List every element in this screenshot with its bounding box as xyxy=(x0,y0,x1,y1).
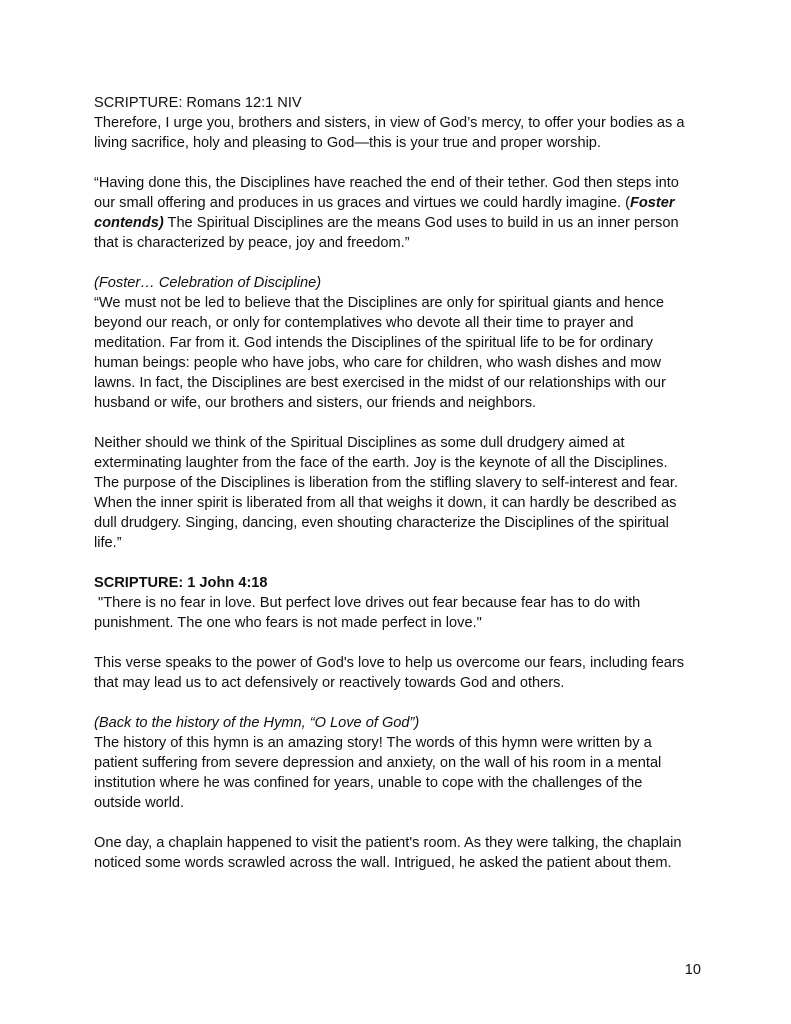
emphasis-text: Foster xyxy=(629,195,675,211)
paragraph-line: “We must not be led to believe that the Disciplines are only for spiritual giants and hence xyxy=(94,295,665,311)
paragraph-line: husband or wife, our brothers and sisters, our friends and neighbors. xyxy=(94,395,537,411)
paragraph-line: human beings: people who have jobs, who care for children, who wash dishes and mow xyxy=(94,355,662,371)
chaplain-paragraph xyxy=(94,833,714,873)
hymn-history-section xyxy=(94,713,714,813)
romans-scripture-heading: SCRIPTURE: Romans 12:1 NIV xyxy=(94,95,302,111)
text-run: The Spiritual Disciplines are the means God uses to build in us an inner person xyxy=(163,215,679,231)
paragraph-line: punishment. The one who fears is not made perfect in love." xyxy=(94,615,482,631)
john-scripture-block xyxy=(94,573,714,633)
paragraph-line: outside world. xyxy=(94,795,185,811)
paragraph-line: institution where he was confined for years, unable to cope with the challenges of the xyxy=(94,775,643,791)
paragraph-line: that may lead us to act defensively or reactively towards God and others. xyxy=(94,675,565,691)
paragraph-line: "There is no fear in love. But perfect love drives out fear because fear has to do with xyxy=(94,595,641,611)
emphasis-text: contends) xyxy=(94,215,164,231)
paragraph-line xyxy=(94,193,714,213)
page-number: 10 xyxy=(684,962,701,978)
section-heading: (Back to the history of the Hymn, “O Love of God”) xyxy=(94,715,420,731)
foster-quote-paragraph xyxy=(94,173,714,253)
paragraph-line: patient suffering from severe depression and anxiety, on the wall of his room in a mental xyxy=(94,755,662,771)
paragraph-line: Therefore, I urge you, brothers and sisters, in view of God’s mercy, to offer your bodies as a xyxy=(94,115,685,131)
paragraph-line: “Having done this, the Disciplines have reached the end of their tether. God then steps into xyxy=(94,175,679,191)
john-scripture-heading: SCRIPTURE: 1 John 4:18 xyxy=(94,575,268,591)
paragraph-line: noticed some words scrawled across the wall. Intrigued, he asked the patient about them. xyxy=(94,855,672,871)
paragraph-line: Neither should we think of the Spiritual Disciplines as some dull drudgery aimed at xyxy=(94,435,625,451)
verse-commentary-paragraph xyxy=(94,653,714,693)
romans-scripture-block xyxy=(94,93,714,153)
paragraph-line: One day, a chaplain happened to visit the patient's room. As they were talking, the chaplain xyxy=(94,835,682,851)
section-heading: (Foster… Celebration of Discipline) xyxy=(94,275,322,291)
paragraph-line: This verse speaks to the power of God's love to help us overcome our fears, including fears xyxy=(94,655,685,671)
paragraph-line: exterminating laughter from the face of the earth. Joy is the keynote of all the Disciplines. xyxy=(94,455,668,471)
text-run: our small offering and produces in us graces and virtues we could hardly imagine. ( xyxy=(94,195,630,211)
paragraph-line: living sacrifice, holy and pleasing to God—this is your true and proper worship. xyxy=(94,135,601,151)
paragraph-line: The purpose of the Disciplines is liberation from the stifling slavery to self-interest and fear. xyxy=(94,475,679,491)
drudgery-paragraph xyxy=(94,433,714,553)
paragraph-line: meditation. Far from it. God intends the Disciplines of the spiritual life to be for ordinary xyxy=(94,335,653,351)
celebration-of-discipline-section xyxy=(94,273,714,413)
paragraph-line: lawns. In fact, the Disciplines are best exercised in the midst of our relationships with our xyxy=(94,375,666,391)
paragraph-line: that is characterized by peace, joy and freedom.” xyxy=(94,235,410,251)
paragraph-line: dull drudgery. Singing, dancing, even shouting characterize the Disciplines of the spiritual xyxy=(94,515,669,531)
paragraph-line: life.” xyxy=(94,535,122,551)
document-page xyxy=(94,93,714,873)
paragraph-line: The history of this hymn is an amazing story! The words of this hymn were written by a xyxy=(94,735,652,751)
paragraph-line: When the inner spirit is liberated from all that weighs it down, it can hardly be described as xyxy=(94,495,677,511)
paragraph-line: beyond our reach, or only for contemplatives who devote all their time to prayer and xyxy=(94,315,634,331)
paragraph-line xyxy=(94,213,714,233)
